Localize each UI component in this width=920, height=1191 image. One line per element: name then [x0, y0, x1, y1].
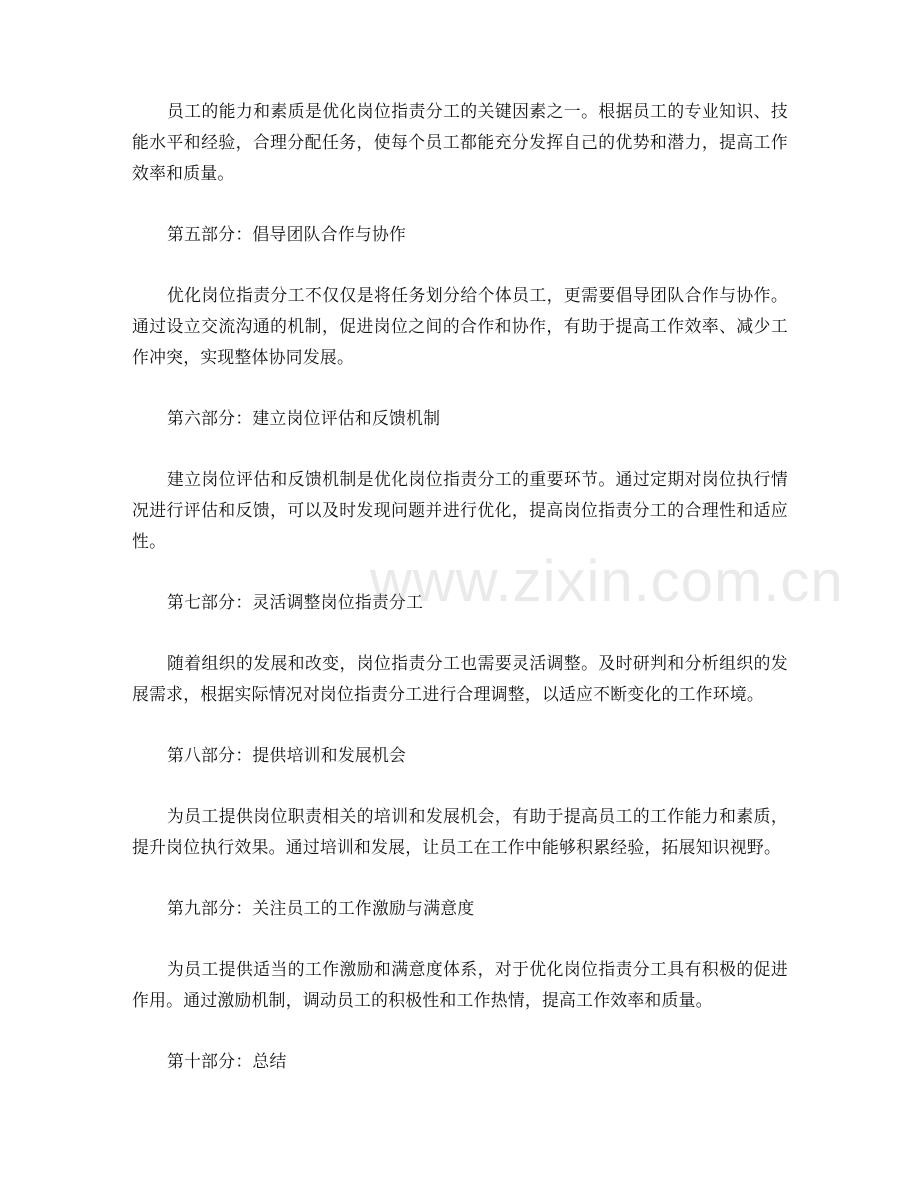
- heading-part-seven: 第七部分：灵活调整岗位指责分工: [167, 592, 424, 612]
- heading-part-eight: 第八部分：提供培训和发展机会: [167, 745, 407, 765]
- heading-part-nine: 第九部分：关注员工的工作激励与满意度: [167, 898, 475, 918]
- paragraph-abilities: 员工的能力和素质是优化岗位指责分工的关键因素之一。根据员工的专业知识、技能水平和经验，合理分配任务，使每个员工都能充分发挥自己的优势和潜力，提高工作效率和质量。: [132, 101, 788, 183]
- heading-part-ten: 第十部分：总结: [167, 1051, 287, 1071]
- watermark-text: www.zixin.com.cn: [370, 549, 844, 614]
- paragraph-motivation: 为员工提供适当的工作激励和满意度体系，对于优化岗位指责分工具有积极的促进作用。通过激励机制，调动员工的积极性和工作热情，提高工作效率和质量。: [132, 959, 788, 1010]
- heading-part-five: 第五部分：倡导团队合作与协作: [167, 224, 407, 244]
- heading-part-six: 第六部分：建立岗位评估和反馈机制: [167, 408, 441, 428]
- document-body: [132, 96, 788, 1107]
- paragraph-teamwork: 优化岗位指责分工不仅仅是将任务划分给个体员工，更需要倡导团队合作与协作。通过设立交流沟通的机制，促进岗位之间的合作和协作，有助于提高工作效率、减少工作冲突，实现整体协同发展。: [132, 285, 788, 367]
- paragraph-training: 为员工提供岗位职责相关的培训和发展机会，有助于提高员工的工作能力和素质，提升岗位执行效果。通过培训和发展，让员工在工作中能够积累经验，拓展知识视野。: [132, 806, 788, 857]
- paragraph-adjustment: 随着组织的发展和改变，岗位指责分工也需要灵活调整。及时研判和分析组织的发展需求，根据实际情况对岗位指责分工进行合理调整，以适应不断变化的工作环境。: [132, 653, 788, 704]
- paragraph-evaluation: 建立岗位评估和反馈机制是优化岗位指责分工的重要环节。通过定期对岗位执行情况进行评估和反馈，可以及时发现问题并进行优化，提高岗位指责分工的合理性和适应性。: [132, 469, 788, 551]
